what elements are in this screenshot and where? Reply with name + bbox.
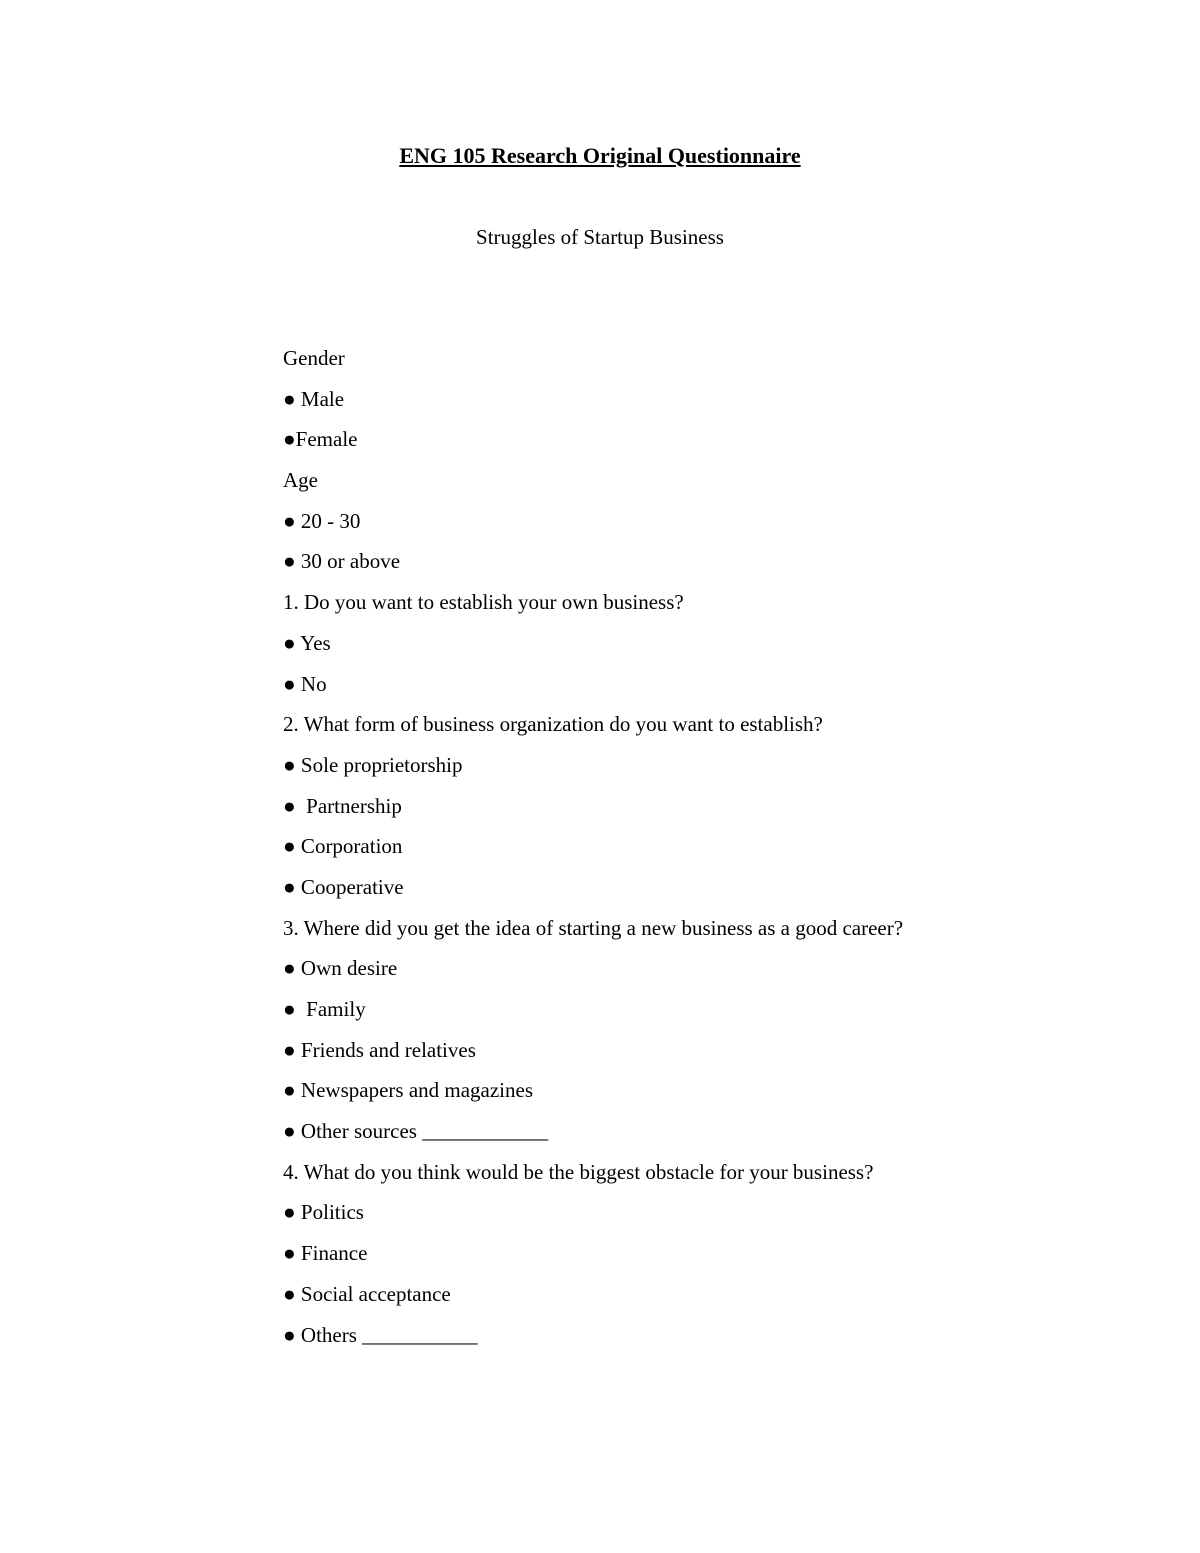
question-3: 3. Where did you get the idea of starting a new business as a good career? [283,915,904,940]
document-title: ENG 105 Research Original Questionnaire [399,143,801,168]
option-own-desire: ● Own desire [283,956,398,981]
option-finance: ● Finance [283,1241,368,1266]
question-2: 2. What form of business organization do you want to establish? [283,712,823,737]
option-partnership: ● Partnership [283,793,402,818]
option-friends-relatives: ● Friends and relatives [283,1037,476,1062]
option-male: ● Male [283,386,345,411]
option-politics: ● Politics [283,1200,364,1225]
option-newspapers-magazines: ● Newspapers and magazines [283,1078,534,1103]
option-family: ● Family [283,997,366,1021]
option-cooperative: ● Cooperative [283,874,404,899]
option-other-sources: ● Other sources ____________ [283,1119,549,1144]
question-label-age: Age [283,468,318,493]
option-female: ●Female [283,427,358,452]
question-1: 1. Do you want to establish your own business? [283,590,684,615]
option-age-30-above: ● 30 or above [283,549,401,574]
document-subtitle: Struggles of Startup Business [476,225,724,249]
option-social-acceptance: ● Social acceptance [283,1281,451,1306]
question-label-gender: Gender [283,346,345,370]
question-4: 4. What do you think would be the biggest obstacle for your business? [283,1159,874,1184]
option-sole-proprietorship: ● Sole proprietorship [283,752,463,777]
option-others: ● Others ___________ [283,1322,478,1347]
questionnaire-body [283,344,1103,1361]
option-no: ● No [283,671,327,696]
option-yes: ● Yes [283,630,331,655]
option-corporation: ● Corporation [283,834,403,859]
option-age-20-30: ● 20 - 30 [283,508,361,533]
